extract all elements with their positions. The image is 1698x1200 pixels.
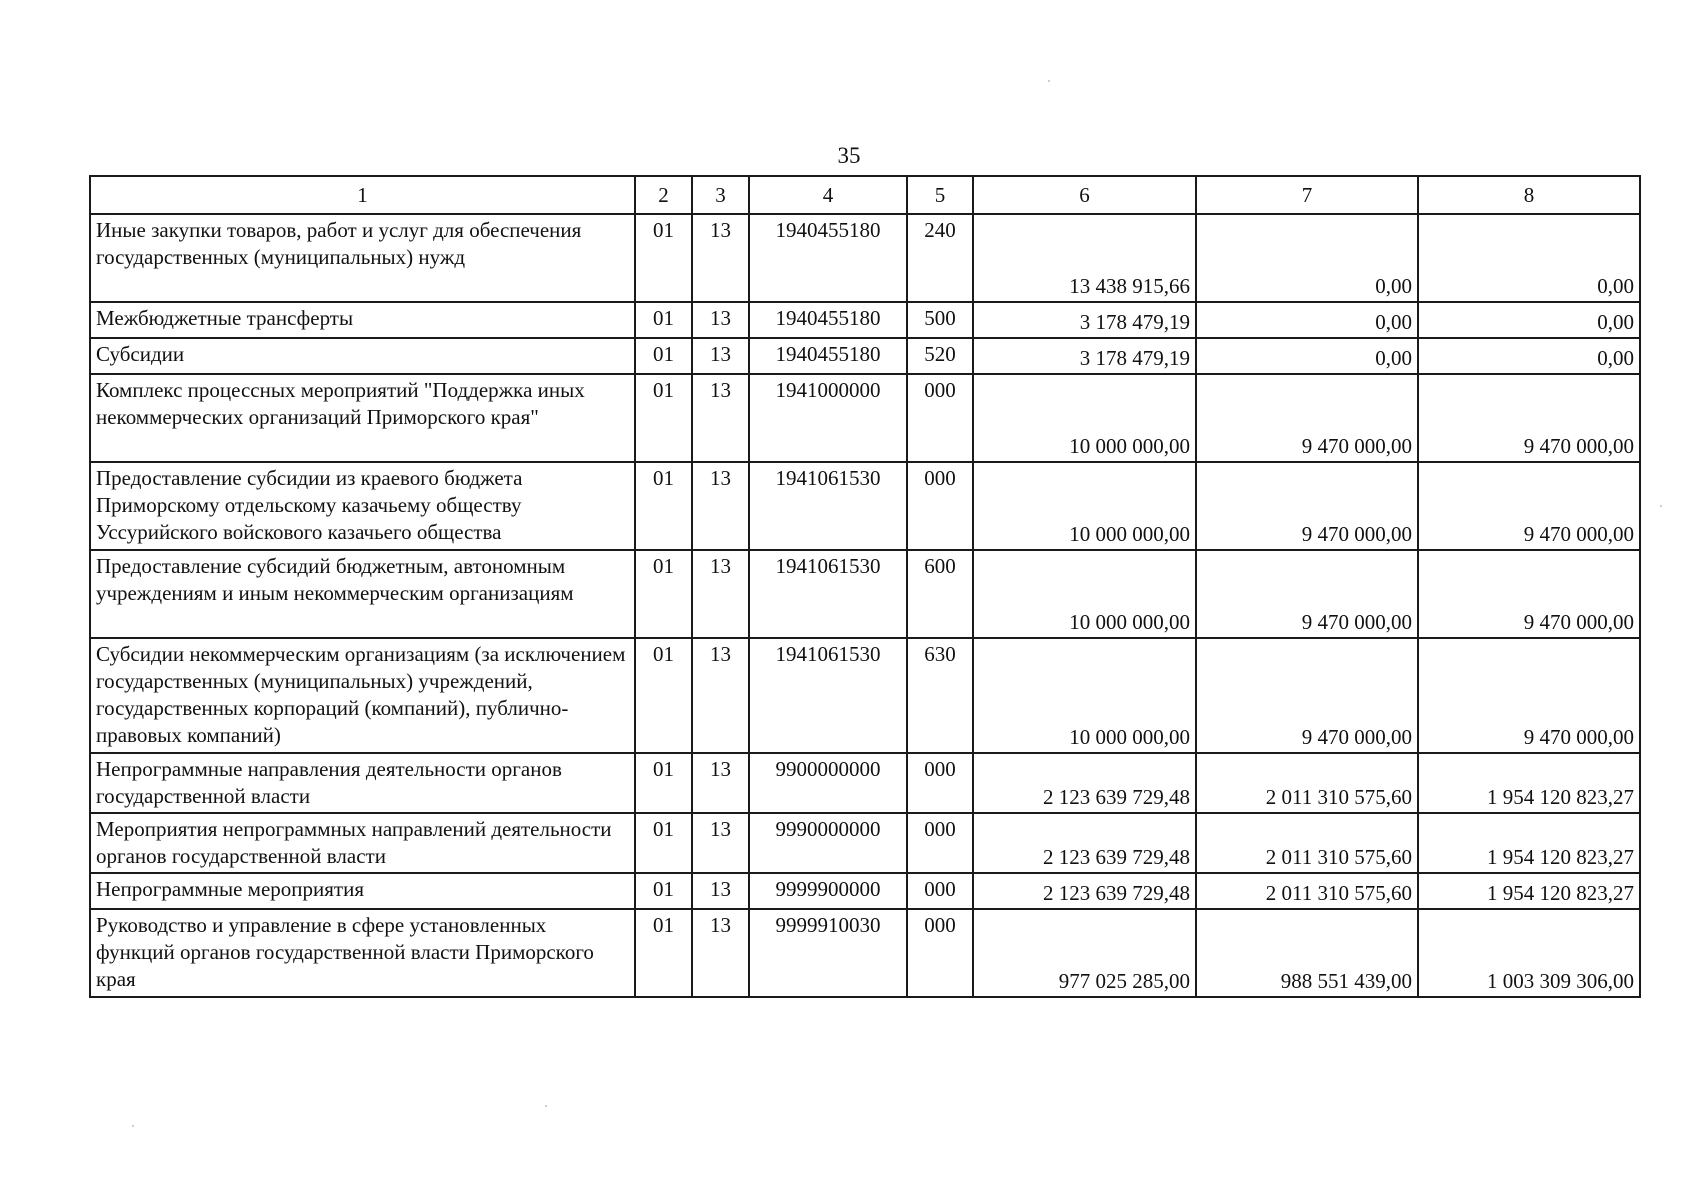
amount-col6: 2 123 639 729,48 (973, 753, 1196, 813)
target-article-code: 1940455180 (749, 214, 907, 302)
scan-speck (545, 1105, 547, 1107)
amount-col6: 3 178 479,19 (973, 302, 1196, 338)
section-code: 01 (635, 873, 692, 909)
subsection-code: 13 (692, 338, 749, 374)
table-row (90, 909, 1640, 997)
column-header: 8 (1418, 176, 1640, 214)
expense-name: Непрограммные мероприятия (90, 873, 635, 909)
amount-col7: 988 551 439,00 (1196, 909, 1418, 997)
expense-type-code: 520 (907, 338, 973, 374)
section-code: 01 (635, 462, 692, 550)
amount-col8: 0,00 (1418, 338, 1640, 374)
expense-name: Предоставление субсидий бюджетным, автономным учреждениям и иным некоммерческим организациям (90, 550, 635, 638)
amount-col7: 2 011 310 575,60 (1196, 753, 1418, 813)
column-header: 5 (907, 176, 973, 214)
subsection-code: 13 (692, 374, 749, 462)
expense-type-code: 240 (907, 214, 973, 302)
amount-col8: 9 470 000,00 (1418, 550, 1640, 638)
scan-speck (1048, 80, 1050, 82)
section-code: 01 (635, 753, 692, 813)
subsection-code: 13 (692, 873, 749, 909)
subsection-code: 13 (692, 302, 749, 338)
subsection-code: 13 (692, 638, 749, 753)
section-code: 01 (635, 374, 692, 462)
amount-col6: 10 000 000,00 (973, 550, 1196, 638)
target-article-code: 9999910030 (749, 909, 907, 997)
amount-col7: 0,00 (1196, 302, 1418, 338)
table-row (90, 214, 1640, 302)
expense-name: Комплекс процессных мероприятий "Поддержка иных некоммерческих организаций Приморского края" (90, 374, 635, 462)
table-row (90, 338, 1640, 374)
amount-col6: 2 123 639 729,48 (973, 813, 1196, 873)
amount-col8: 0,00 (1418, 214, 1640, 302)
expense-name: Субсидии некоммерческим организациям (за исключением государственных (муниципальных) учреждений, государственных корпораций (компаний), публично-правовых компаний) (90, 638, 635, 753)
column-header: 1 (90, 176, 635, 214)
table-row (90, 813, 1640, 873)
budget-table (89, 175, 1641, 998)
amount-col7: 0,00 (1196, 214, 1418, 302)
amount-col8: 0,00 (1418, 302, 1640, 338)
expense-name: Субсидии (90, 338, 635, 374)
section-code: 01 (635, 302, 692, 338)
expense-type-code: 000 (907, 873, 973, 909)
expense-type-code: 000 (907, 909, 973, 997)
amount-col7: 0,00 (1196, 338, 1418, 374)
amount-col7: 9 470 000,00 (1196, 462, 1418, 550)
amount-col6: 10 000 000,00 (973, 374, 1196, 462)
section-code: 01 (635, 550, 692, 638)
amount-col6: 2 123 639 729,48 (973, 873, 1196, 909)
target-article-code: 1940455180 (749, 338, 907, 374)
amount-col8: 9 470 000,00 (1418, 638, 1640, 753)
expense-type-code: 600 (907, 550, 973, 638)
amount-col8: 1 954 120 823,27 (1418, 873, 1640, 909)
section-code: 01 (635, 338, 692, 374)
amount-col6: 3 178 479,19 (973, 338, 1196, 374)
expense-type-code: 000 (907, 462, 973, 550)
expense-type-code: 630 (907, 638, 973, 753)
target-article-code: 9900000000 (749, 753, 907, 813)
expense-name: Межбюджетные трансферты (90, 302, 635, 338)
amount-col7: 9 470 000,00 (1196, 550, 1418, 638)
page-number: 35 (837, 143, 861, 168)
section-code: 01 (635, 638, 692, 753)
table-row (90, 873, 1640, 909)
amount-col7: 2 011 310 575,60 (1196, 873, 1418, 909)
amount-col8: 1 003 309 306,00 (1418, 909, 1640, 997)
amount-col6: 977 025 285,00 (973, 909, 1196, 997)
expense-name: Предоставление субсидии из краевого бюджета Приморскому отдельскому казачьему обществу Уссурийского войскового казачьего общества (90, 462, 635, 550)
expense-type-code: 000 (907, 374, 973, 462)
subsection-code: 13 (692, 753, 749, 813)
amount-col6: 10 000 000,00 (973, 638, 1196, 753)
target-article-code: 9999900000 (749, 873, 907, 909)
amount-col7: 9 470 000,00 (1196, 638, 1418, 753)
expense-name: Непрограммные направления деятельности органов государственной власти (90, 753, 635, 813)
subsection-code: 13 (692, 462, 749, 550)
column-header: 7 (1196, 176, 1418, 214)
target-article-code: 1941061530 (749, 638, 907, 753)
target-article-code: 1941061530 (749, 462, 907, 550)
section-code: 01 (635, 214, 692, 302)
subsection-code: 13 (692, 909, 749, 997)
amount-col8: 9 470 000,00 (1418, 462, 1640, 550)
expense-type-code: 000 (907, 813, 973, 873)
table-row (90, 462, 1640, 550)
column-header: 6 (973, 176, 1196, 214)
table-row (90, 550, 1640, 638)
amount-col7: 9 470 000,00 (1196, 374, 1418, 462)
expense-name: Руководство и управление в сфере установленных функций органов государственной власти Приморского края (90, 909, 635, 997)
target-article-code: 1941061530 (749, 550, 907, 638)
scan-speck (1660, 505, 1662, 507)
table-row (90, 638, 1640, 753)
expense-type-code: 000 (907, 753, 973, 813)
subsection-code: 13 (692, 813, 749, 873)
amount-col6: 10 000 000,00 (973, 462, 1196, 550)
table-row (90, 374, 1640, 462)
target-article-code: 1940455180 (749, 302, 907, 338)
subsection-code: 13 (692, 550, 749, 638)
amount-col6: 13 438 915,66 (973, 214, 1196, 302)
subsection-code: 13 (692, 214, 749, 302)
expense-type-code: 500 (907, 302, 973, 338)
amount-col8: 9 470 000,00 (1418, 374, 1640, 462)
column-header: 2 (635, 176, 692, 214)
amount-col7: 2 011 310 575,60 (1196, 813, 1418, 873)
section-code: 01 (635, 813, 692, 873)
target-article-code: 1941000000 (749, 374, 907, 462)
column-header: 3 (692, 176, 749, 214)
target-article-code: 9990000000 (749, 813, 907, 873)
column-header: 4 (749, 176, 907, 214)
table-header-row (90, 176, 1640, 214)
scan-speck (132, 1125, 134, 1127)
expense-name: Иные закупки товаров, работ и услуг для обеспечения государственных (муниципальных) нужд (90, 214, 635, 302)
amount-col8: 1 954 120 823,27 (1418, 753, 1640, 813)
table-row (90, 753, 1640, 813)
amount-col8: 1 954 120 823,27 (1418, 813, 1640, 873)
section-code: 01 (635, 909, 692, 997)
expense-name: Мероприятия непрограммных направлений деятельности органов государственной власти (90, 813, 635, 873)
table-row (90, 302, 1640, 338)
